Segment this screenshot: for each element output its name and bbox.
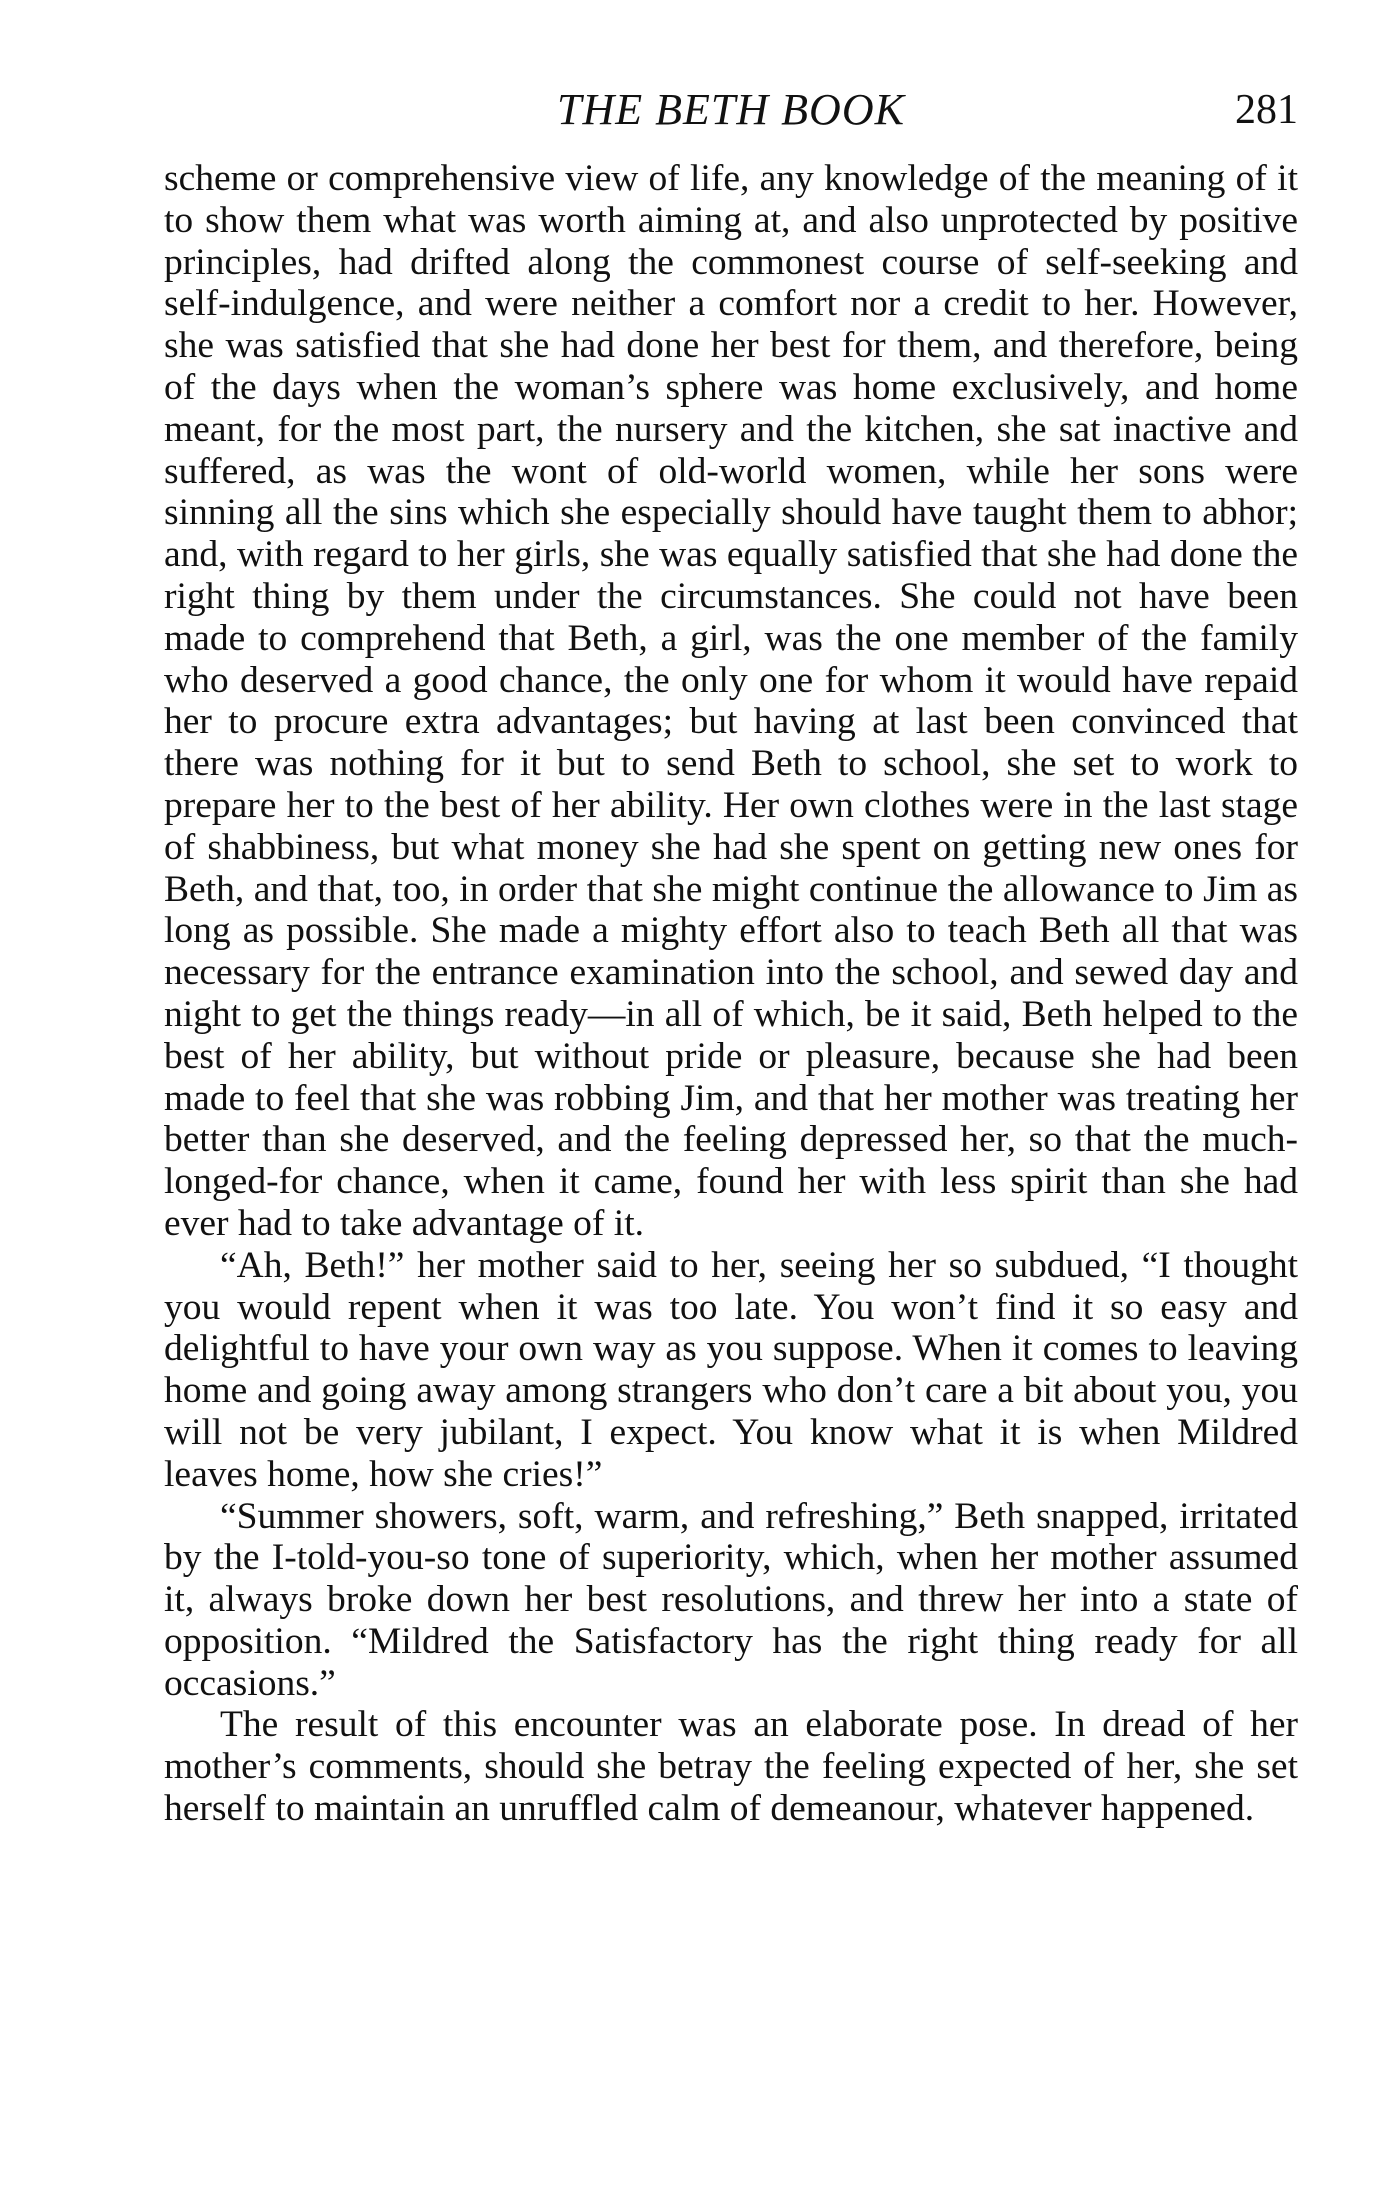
paragraph-1: scheme or comprehensive view of life, any knowledge of the meaning of it to show them what was worth aiming at, and also unprotected by positive principles, had drifted along the commonest course of self-seeking and self-indulgence, and were neither a comfort nor a credit to her. However, she was satisfied that she had done her best for them, and therefore, being of the days when the woman’s sphere was home exclusively, and home meant, for the most part, the nursery and the kitchen, she sat inactive and suffered, as was the wont of old-world women, while her sons were sinning all the sins which she especially should have taught them to abhor; and, with regard to her girls, she was equally satisfied that she had done the right thing by them under the circumstances. She could not have been made to comprehend that Beth, a girl, was the one member of the family who deserved a good chance, the only one for whom it would have repaid her to procure extra advantages; but having at last been convinced that there was nothing for it but to send Beth to school, she set to work to prepare her to the best of her ability. Her own clothes were in the last stage of shabbiness, but what money she had she spent on getting new ones for Beth, and that, too, in order that she might continue the allowance to Jim as long as possible. She made a mighty effort also to teach Beth all that was necessary for the entrance examination into the school, and sewed day and night to get the things ready—in all of which, be it said, Beth helped to the best of her ability, but without pride or pleasure, because she had been made to feel that she was robbing Jim, and that her mother was treating her better than she deserved, and the feeling depressed her, so that the much-longed-for chance, when it came, found her with less spirit than she had ever had to take advantage of it. — [164, 158, 1298, 1244]
body-text — [164, 158, 1298, 1830]
paragraph-3: “Summer showers, soft, warm, and refreshing,” Beth snapped, irritated by the I-told-you-so tone of superiority, which, when her mother assumed it, always broke down her best resolutions, and threw her into a state of opposition. “Mildred the Satisfactory has the right thing ready for all occasions.” — [164, 1495, 1298, 1704]
page-number: 281 — [1235, 87, 1298, 133]
paragraph-4: The result of this encounter was an elaborate pose. In dread of her mother’s comments, should she betray the feeling expected of her, she set herself to maintain an unruffled calm of demeanour, whatever happened. — [164, 1704, 1298, 1830]
running-header — [164, 80, 1298, 140]
paragraph-2: “Ah, Beth!” her mother said to her, seeing her so subdued, “I thought you would repent when it was too late. You won’t find it so easy and delightful to have your own way as you suppose. When it comes to leaving home and going away among strangers who don’t care a bit about you, you will not be very jubilant, I expect. You know what it is when Mildred leaves home, how she cries!” — [164, 1244, 1298, 1495]
running-title: THE BETH BOOK — [557, 85, 905, 134]
